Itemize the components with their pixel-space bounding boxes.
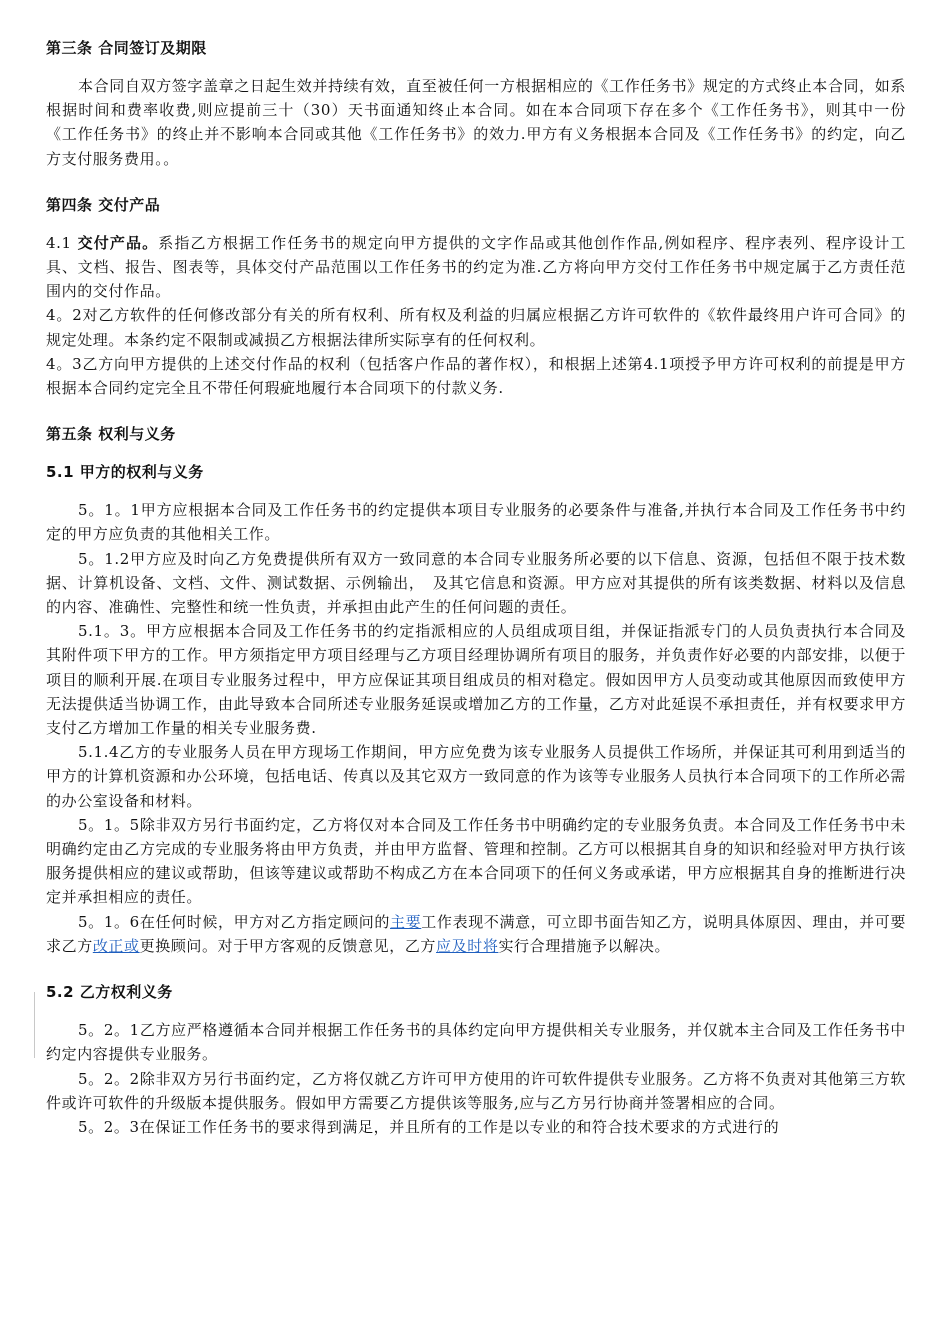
tracked-change[interactable]: 改正或: [92, 936, 140, 955]
clause-text: 实行合理措施予以解决。: [498, 936, 671, 955]
clause-5-1-2: 5。1.2甲方应及时向乙方免费提供所有双方一致同意的本合同专业服务所必要的以下信息、资源，包括但不限于技术数据、计算机设备、文档、文件、测试数据、示例输出， 及其它信息和资源。甲方应对其提供的所有该类数据、材料以及信息的内容、准确性、完整性和统一性负责，并承担由此产生的任何问题的责任。: [46, 549, 906, 617]
article-4-heading: 第四条 交付产品: [46, 195, 161, 214]
clause-5-1-5: 5。1。5除非双方另行书面约定，乙方将仅对本合同及工作任务书中明确约定的专业服务负责。本合同及工作任务书中未明确约定由乙方完成的专业服务将由甲方负责，并由甲方监督、管理和控制。乙方可以根据其自身的知识和经验对甲方执行该服务提供相应的建议或帮助，但该等建议或帮助不构成乙方在本合同项下的任何义务或承诺，甲方应根据其自身的推断进行决定并承担相应的责任。: [46, 815, 906, 907]
clause-5-1-1: 5。1。1甲方应根据本合同及工作任务书的约定提供本项目专业服务的必要条件与准备,并执行本合同及工作任务书中约定的甲方应负责的其他相关工作。: [46, 501, 906, 544]
clause-text: 系指乙方根据工作任务书的规定向甲方提供的文字作品或其他创作作品,例如程序、程序表列、程序设计工具、文档、报告、图表等，具体交付产品范围以工作任务书的约定为准.乙方将向甲方交付工作任务书中规定属于乙方责任范围内的交付作品。: [46, 233, 906, 301]
tracked-change[interactable]: 主要: [390, 912, 422, 931]
document-page: [46, 36, 906, 1139]
section-5-1-heading: 5.1 甲方的权利与义务: [46, 463, 204, 482]
article-4-2-paragraph: 4。2对乙方软件的任何修改部分有关的所有权利、所有权及利益的归属应根据乙方许可软件的《软件最终用户许可合同》的规定处理。本条约定不限制或减损乙方根据法律所实际享有的任何权利。: [46, 306, 906, 349]
clause-5-2-2: 5。2。2除非双方另行书面约定，乙方将仅就乙方许可甲方使用的许可软件提供专业服务。乙方将不负责对其他第三方软件或许可软件的升级版本提供服务。假如甲方需要乙方提供该等服务,应与乙方另行协商并签署相应的合同。: [46, 1069, 906, 1112]
clause-text: 工作表现不满意，可立即书面告知乙方，说明具体原因、理由，并可要求乙方: [46, 912, 907, 955]
clause-5-2-3: 5。2。3在保证工作任务书的要求得到满足，并且所有的工作是以专业的和符合技术要求的方式进行的: [78, 1117, 780, 1136]
clause-5-2-1: 5。2。1乙方应严格遵循本合同并根据工作任务书的具体约定向甲方提供相关专业服务，并仅就本主合同及工作任务书中约定内容提供专业服务。: [46, 1021, 906, 1064]
article-4-1-paragraph: [46, 231, 906, 304]
section-5-2-heading: 5.2 乙方权利义务: [46, 983, 173, 1002]
clause-text: 5。1。6在任何时候，甲方对乙方指定顾问的: [78, 912, 391, 931]
article-4-3-paragraph: 4。3乙方向甲方提供的上述交付作品的权利（包括客户作品的著作权），和根据上述第4.1项授予甲方许可权利的前提是甲方根据本合同约定完全且不带任何瑕疵地履行本合同项下的付款义务.: [46, 354, 906, 398]
article-3-heading: 第三条 合同签订及期限: [46, 39, 207, 57]
clause-5-1-6: [46, 910, 906, 958]
article-3-paragraph: 本合同自双方签字盖章之日起生效并持续有效，直至被任何一方根据相应的《工作任务书》规定的方式终止本合同，如系根据时间和费率收费,则应提前三十（30）天书面通知终止本合同。如在本合同项下存在多个《工作任务书》，则其中一份《工作任务书》的终止并不影响本合同或其他《工作任务书》的效力.甲方有义务根据本合同及《工作任务书》的约定，向乙方支付服务费用。。: [46, 77, 906, 168]
clause-5-1-3: 5.1。3。甲方应根据本合同及工作任务书的约定指派相应的人员组成项目组，并保证指派专门的人员负责执行本合同及其附件项下甲方的工作。甲方须指定甲方项目经理与乙方项目经理协调所有项目的服务，并负责作好必要的内部安排，以便于项目的顺利开展.在项目专业服务过程中，甲方应保证其项目组成员的相对稳定。假如因甲方人员变动或其他原因而致使甲方无法提供适当协调工作，由此导致本合同所述专业服务延误或增加乙方的工作量，乙方对此延误不承担责任，并有权要求甲方支付乙方增加工作量的相关专业服务费.: [46, 622, 906, 738]
revision-bar: [34, 992, 35, 1058]
clause-text: 更换顾问。对于甲方客观的反馈意见，乙方: [139, 936, 437, 955]
defined-term: 交付产品。: [77, 233, 159, 252]
clause-number: 4.1: [46, 233, 78, 252]
tracked-change[interactable]: 应及时将: [436, 936, 499, 955]
clause-5-1-4: 5.1.4乙方的专业服务人员在甲方现场工作期间，甲方应免费为该专业服务人员提供工作场所，并保证其可利用到适当的甲方的计算机资源和办公环境，包括电话、传真以及其它双方一致同意的作为该等专业服务人员执行本合同项下的工作所必需的办公室设备和材料。: [46, 743, 906, 810]
article-5-heading: 第五条 权利与义务: [46, 425, 176, 444]
